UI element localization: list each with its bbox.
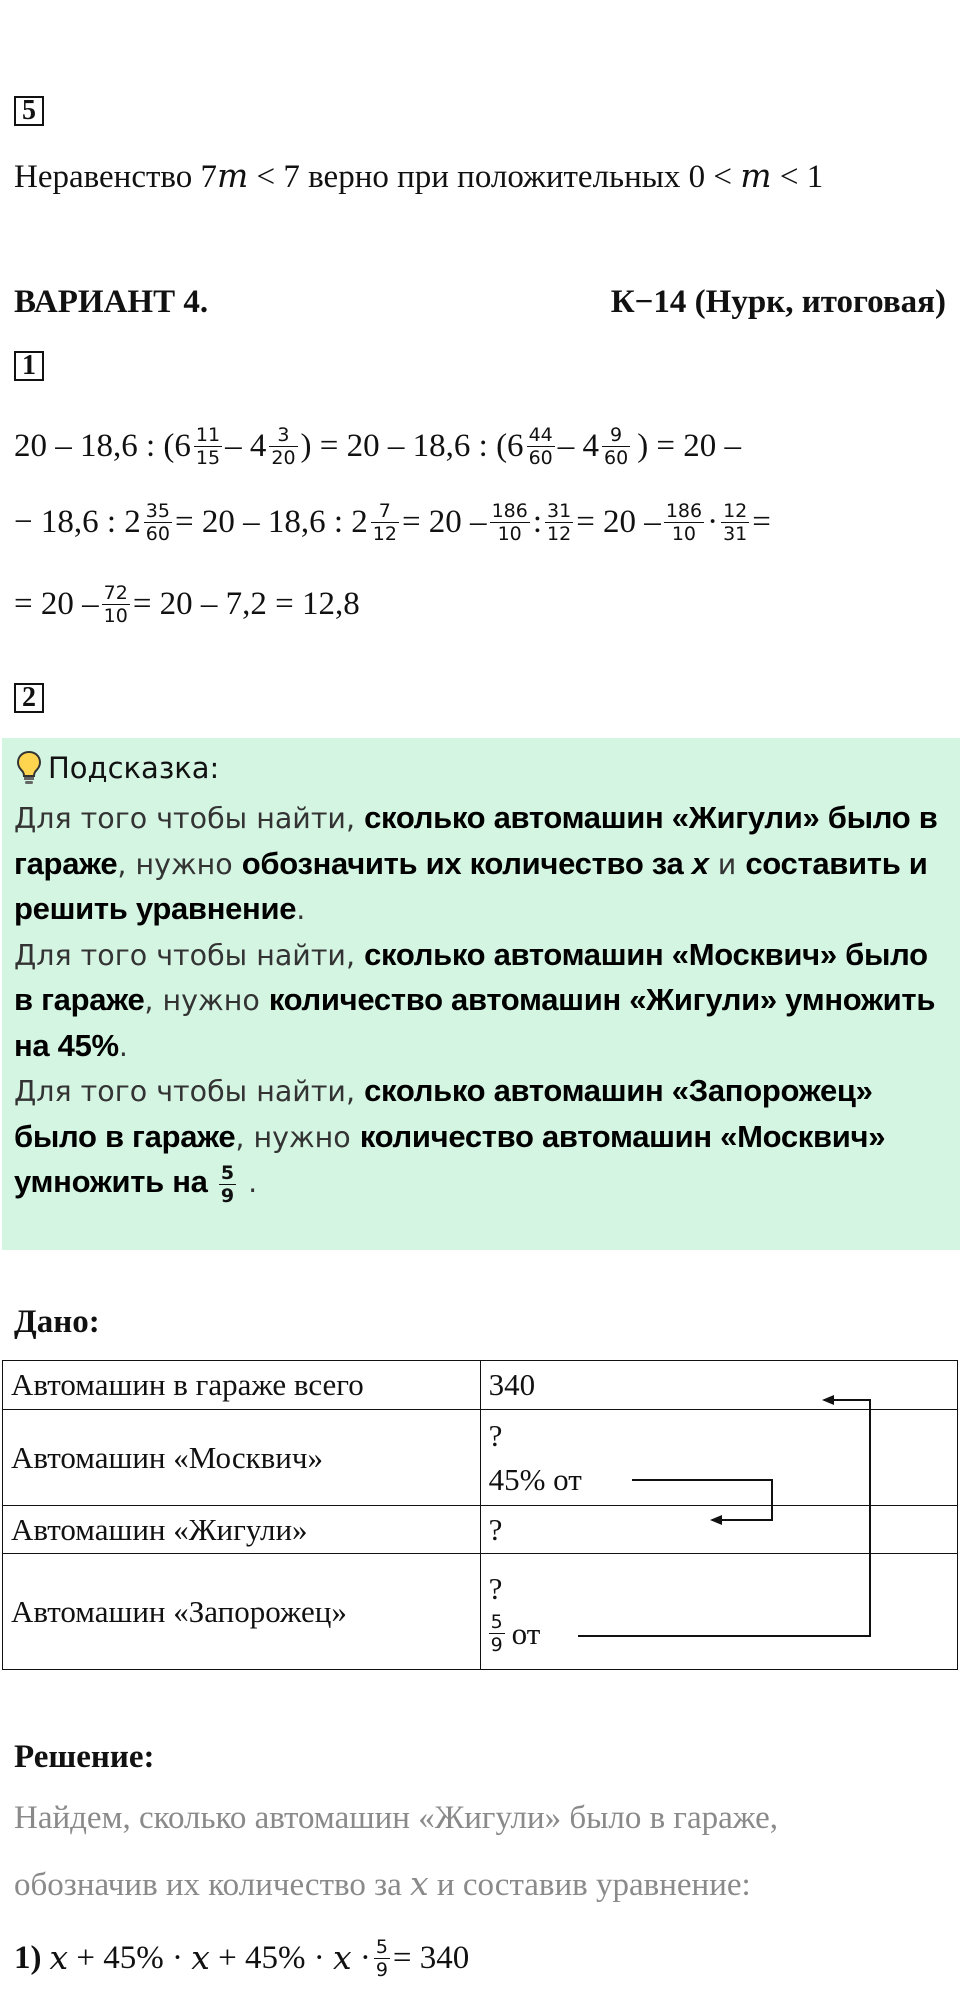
table-cell: Автомашин «Жигули» (3, 1506, 481, 1554)
table-cell: ? (480, 1506, 957, 1554)
fraction: $\frac{31}{12}$ (547, 499, 572, 545)
arrow-zaporozhets-to-moskvich (578, 1400, 870, 1636)
task1-line-3: = 20 – $\frac{72}{10}$ = 20 – 7,2 = 12,8 (14, 581, 360, 627)
fraction: $\frac{186}{10}$ (665, 499, 703, 545)
given-label: Дано: (14, 1304, 100, 1340)
hint-text: Для того чтобы найти, сколько автомашин «Жигули» было в гараже, нужно обозначить их количество за x и составить и решить уравнение. Для того чтобы найти, сколько автомашин «Москвич» было в гараже, нужно количество автомашин «Жигули» умножить на 45%. Для того чтобы найти, сколько автомашин «Запорожец» было в гараже, нужно количество автомашин «Москвич» умножить на $\frac{5}{9}$ . (14, 800, 938, 1207)
fraction: $\frac{11}{15}$ (195, 423, 221, 469)
task-number-5: 5 (14, 96, 44, 126)
solution-label: Решение: (14, 1739, 155, 1775)
fraction: $\frac{5}{9}$ (220, 1161, 235, 1207)
fraction: $\frac{12}{31}$ (723, 499, 748, 545)
task-number-1: 1 (14, 351, 44, 381)
solution-line-1: Найдем, сколько автомашин «Жигули» было в гараже, (14, 1800, 778, 1836)
fraction: $\frac{5}{9}$ (375, 1935, 388, 1981)
hint-title: Подсказка: (16, 748, 219, 788)
task1-line-2: − 18,6 : 2 $\frac{35}{60}$ = 20 – 18,6 : 2 $\frac{7}{12}$ = 20 – $\frac{186}{10}$ : $\frac{31}{12}$ = 20 – $\frac{186}{10}$ · $\frac{12}{31}$ = (14, 499, 771, 545)
variant-title: ВАРИАНТ 4. (14, 284, 209, 320)
table-cell: ? 45% от (480, 1410, 957, 1506)
task1-line-1: 20 – 18,6 : (6 $\frac{11}{15}$ – 4 $\frac{3}{20}$ ) = 20 – 18,6 : (6 $\frac{44}{60}$ – 4 $\frac{9}{60}$ ) = 20 – (14, 423, 742, 469)
fraction: $\frac{9}{60}$ (604, 423, 629, 469)
fraction: $\frac{186}{10}$ (491, 499, 528, 545)
solution-line-2: обозначив их количество за x и составив уравнение: (14, 1864, 751, 1903)
fraction: $\frac{72}{10}$ (103, 581, 128, 627)
fraction: $\frac{7}{12}$ (372, 499, 397, 545)
fraction: $\frac{35}{60}$ (145, 499, 170, 545)
table-cell: Автомашин «Москвич» (3, 1410, 481, 1506)
table-cell: 340 (480, 1361, 957, 1410)
fraction: $\frac{5}{9}$ (490, 1611, 503, 1656)
fraction: $\frac{44}{60}$ (528, 423, 553, 469)
task5-statement: Неравенство 7m < 7 верно при положительных 0 < m < 1 (14, 156, 824, 195)
equation-1: 1) x + 45% · x + 45% · x · $\frac{5}{9}$ = 340 (14, 1935, 470, 1981)
task-number-2: 2 (14, 683, 44, 713)
table-cell: Автомашин в гараже всего (3, 1361, 481, 1410)
table-cell: ? $\frac{5}{9}$ от (480, 1554, 957, 1670)
variant-subtitle: К−14 (Нурк, итоговая) (610, 284, 946, 320)
table-cell: Автомашин «Запорожец» (3, 1554, 481, 1670)
fraction: $\frac{3}{20}$ (271, 423, 296, 469)
arrow-moskvich-to-zhiguli (632, 1480, 772, 1520)
